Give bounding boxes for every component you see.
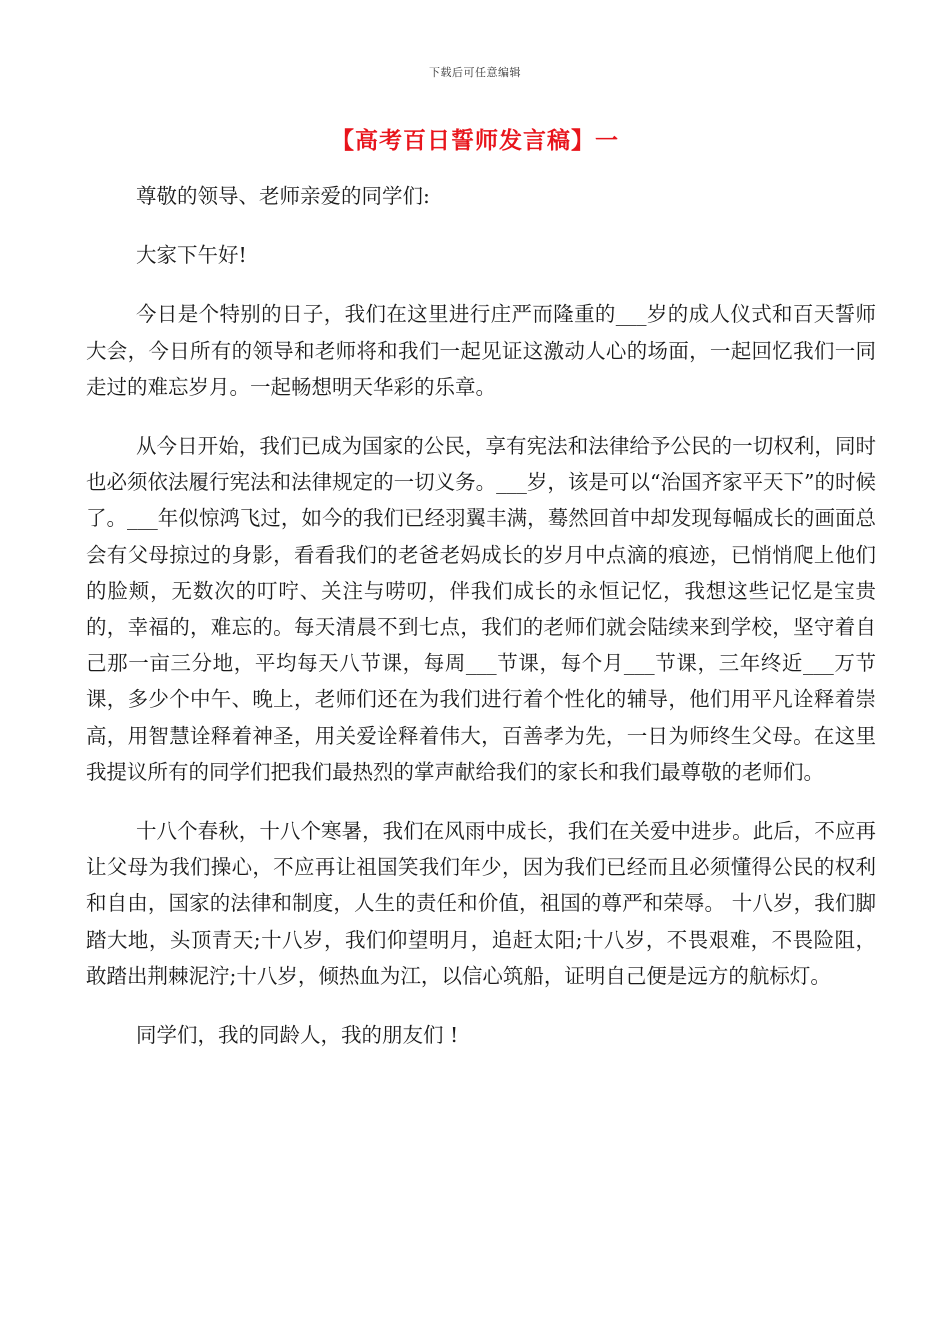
paragraph-closing-address: 同学们，我的同龄人，我的朋友们 ! — [136, 1023, 459, 1048]
paragraph-salutation: 尊敬的领导、老师亲爱的同学们: — [136, 184, 430, 208]
paragraph-greeting: 大家下午好! — [136, 243, 247, 268]
paragraph-body: 从今日开始，我们已成为国家的公民，享有宪法和法律给予公民的一切权利，同时也必须依法履行宪法和法律规定的一切义务。___岁，该是可以“治国齐家平天下”的时候了。___年似惊鸿飞过，如今的我们已经羽翼丰满，蓦然回首中却发现每幅成长的画面总会有父母掠过的身影，看看我们的老爸老妈成长的岁月中点滴的痕迹，已悄悄爬上他们的脸颊，无数次的叮咛、关注与唠叨，伴我们成长的永恒记忆，我想这些记忆是宝贵的，幸福的，难忘的。每天清晨不到七点，我们的老师们就会陆续来到学校，坚守着自己那一亩三分地，平均每天八节课，每周___节课，每个月___节课，三年终近___万节课，多少个中午、晚上，老师们还在为我们进行着个性化的辅导，他们用平凡诠释着崇高，用智慧诠释着神圣，用关爱诠释着伟大，百善孝为先，一日为师终生父母。在这里我提议所有的同学们把我们最热烈的掌声献给我们的家长和我们最尊敬的老师们。 — [86, 434, 876, 784]
paragraph-body: 今日是个特别的日子，我们在这里进行庄严而隆重的___岁的成人仪式和百天誓师大会，今日所有的领导和老师将和我们一起见证这激动人心的场面，一起回忆我们一同走过的难忘岁月。一起畅想明天华彩的乐章。 — [86, 302, 876, 399]
paragraph-body: 十八个春秋，十八个寒暑，我们在风雨中成长，我们在关爱中进步。此后，不应再让父母为我们操心，不应再让祖国笑我们年少，因为我们已经而且必须懂得公民的权利和自由，国家的法律和制度，人生的责任和价值，祖国的尊严和荣辱。 十八岁，我们脚踏大地，头顶青天;十八岁，我们仰望明月，追赶太阳;十八岁，不畏艰难，不畏险阻，敢踏出荆棘泥泞;十八岁，倾热血为江，以信心筑船，证明自己便是远方的航标灯。 — [86, 819, 876, 988]
document-body — [86, 178, 876, 1053]
document-title: 【高考百日誓师发言稿】一 — [331, 127, 619, 154]
header-note: 下载后可任意编辑 — [429, 66, 521, 79]
